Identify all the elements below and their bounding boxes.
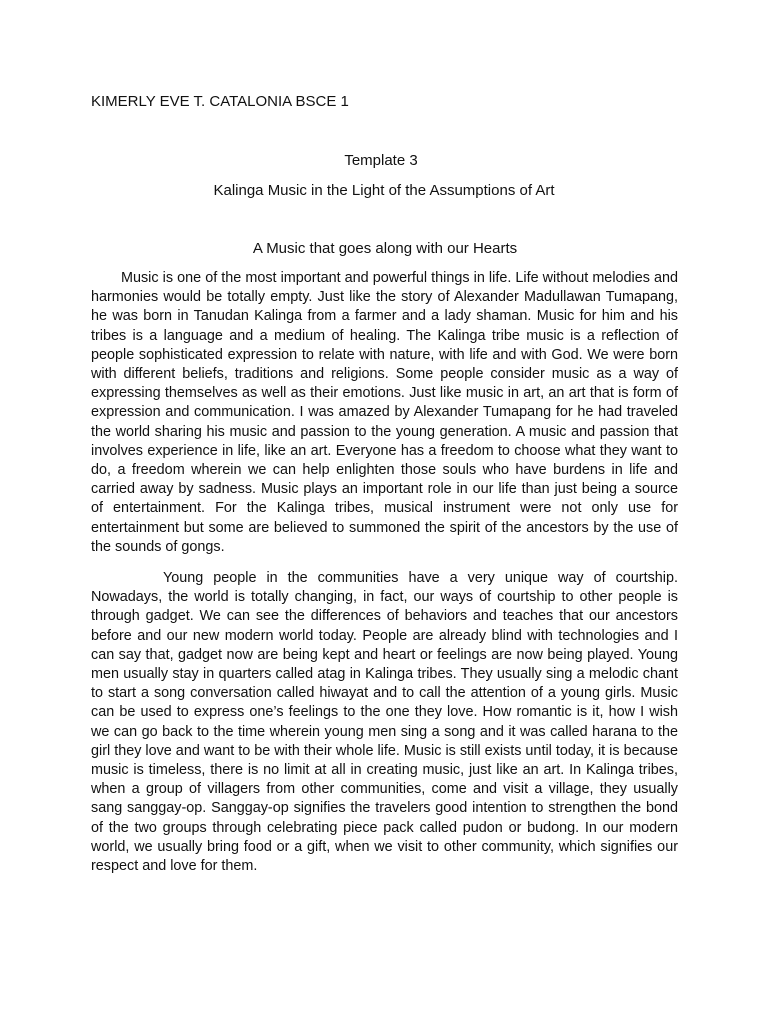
body-paragraph-1: Music is one of the most important and powerful things in life. Life without melodies and harmonies would be totally empty. Just like the story of Alexander Madullawan Tumapang, he was born in Tanudan Kalinga from a farmer and a lady shaman. Music for him and his tribes is a language and a medium of healing. The Kalinga tribe music is a reflection of people sophisticated expression to relate with nature, with life and with God. We were born with different beliefs, traditions and religions. Some people consider music as a way of expressing themselves as well as their emotions. Just like music in art, an art that is form of expression and communication. I was amazed by Alexander Tumapang for he had traveled the world sharing his music and passion to the young generation. A music and passion that involves experience in life, like an art. Everyone has a freedom to choose what they want to do, a freedom wherein we can help enlighten those souls who have burdens in life and carried away by sadness. Music plays an important role in our life than just being a source of entertainment. For the Kalinga tribes, musical instrument were not only use for entertainment but some are believed to summoned the spirit of the ancestors by the use of the sounds of gongs. (91, 270, 678, 555)
document-title: Kalinga Music in the Light of the Assumptions of Art (213, 182, 555, 199)
author-line: KIMERLY EVE T. CATALONIA BSCE 1 (91, 93, 349, 110)
essay-title: A Music that goes along with our Hearts (252, 240, 518, 257)
template-label: Template 3 (344, 152, 418, 169)
body-paragraph-2: Young people in the communities have a very unique way of courtship. Nowadays, the world is totally changing, in fact, our ways of courtship to other people is through gadget. We can see the differences of behaviors and teaches that our ancestors before and our new modern world today. People are already blind with technologies and I can say that, gadget now are being kept and heart or feelings are now being played. Young men usually stay in quarters called atag in Kalinga tribes. They usually sing a melodic chant to start a song conversation called hiwayat and to call the attention of a young girls. Music can be used to express one’s feelings to the one they love. How romantic is it, how I wish we can go back to the time wherein young men sing a song and it was called harana to the girl they love and want to be with their whole life. Music is still exists until today, it is because music is timeless, there is no limit at all in creating music, just like an art. In Kalinga tribes, when a group of villagers from other communities, come and visit a village, they usually sang sanggay-op. Sanggay-op signifies the travelers good intention to strengthen the bond of the two groups through celebrating piece pack called pudon or budong. In our modern world, we usually bring food or a gift, when we visit to other community, which signifies our respect and love for them. (91, 570, 678, 875)
